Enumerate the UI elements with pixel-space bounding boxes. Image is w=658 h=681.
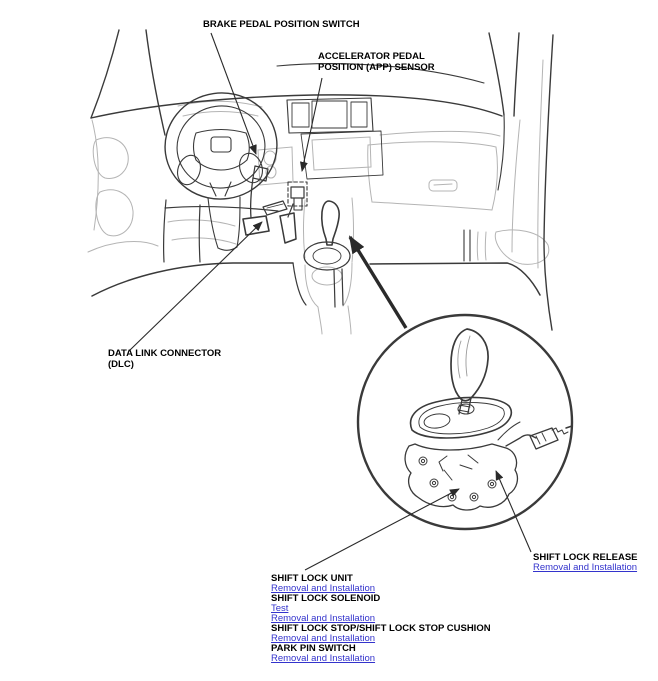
label-app-sensor bbox=[318, 52, 435, 73]
link-test-solenoid[interactable]: Test bbox=[271, 603, 289, 614]
leader-dlc bbox=[130, 222, 262, 350]
heading-park-pin-switch: PARK PIN SWITCH bbox=[271, 643, 356, 654]
link-removal-and-installation-stop[interactable]: Removal and Installation bbox=[271, 633, 376, 644]
leader-app-sensor bbox=[302, 78, 322, 171]
label-app-sensor-line2: POSITION (APP) SENSOR bbox=[318, 61, 435, 73]
link-removal-and-installation-park-pin[interactable]: Removal and Installation bbox=[271, 653, 376, 664]
heading-shift-lock-unit: SHIFT LOCK UNIT bbox=[271, 573, 353, 584]
right-door-edge bbox=[544, 35, 553, 330]
heading-shift-lock-solenoid: SHIFT LOCK SOLENOID bbox=[271, 593, 381, 604]
passenger-seat-edge bbox=[370, 263, 540, 295]
left-a-pillar bbox=[91, 30, 119, 118]
label-dlc bbox=[108, 349, 221, 370]
magnifier-arrow bbox=[350, 237, 406, 328]
heading-shift-lock-stop-cushion: SHIFT LOCK STOP/SHIFT LOCK STOP CUSHION bbox=[271, 623, 491, 634]
brake-pedal bbox=[243, 166, 269, 235]
shift-lock-component-list bbox=[271, 574, 491, 664]
label-dlc-line2: (DLC) bbox=[108, 358, 134, 370]
dash-top-edge bbox=[91, 95, 502, 118]
dlc-connector bbox=[263, 201, 287, 215]
link-removal-and-installation-release[interactable]: Removal and Installation bbox=[533, 562, 638, 573]
dash-shift-lever bbox=[304, 201, 350, 307]
link-removal-and-installation-solenoid[interactable]: Removal and Installation bbox=[271, 613, 376, 624]
label-brake-pedal-position-switch: BRAKE PEDAL POSITION SWITCH bbox=[203, 19, 360, 30]
right-a-pillar bbox=[489, 33, 504, 115]
driver-seat-edge bbox=[92, 263, 293, 296]
label-shift-lock-release: SHIFT LOCK RELEASE bbox=[533, 552, 638, 563]
magnifier-detail bbox=[358, 315, 572, 529]
label-dlc-line1: DATA LINK CONNECTOR bbox=[108, 348, 222, 359]
link-removal-and-installation-unit[interactable]: Removal and Installation bbox=[271, 583, 376, 594]
label-app-sensor-line1: ACCELERATOR PEDAL bbox=[318, 51, 425, 62]
magnifier-circle bbox=[358, 315, 572, 529]
leader-shift-lock-unit bbox=[305, 489, 459, 570]
shift-lock-release-block bbox=[533, 553, 638, 573]
